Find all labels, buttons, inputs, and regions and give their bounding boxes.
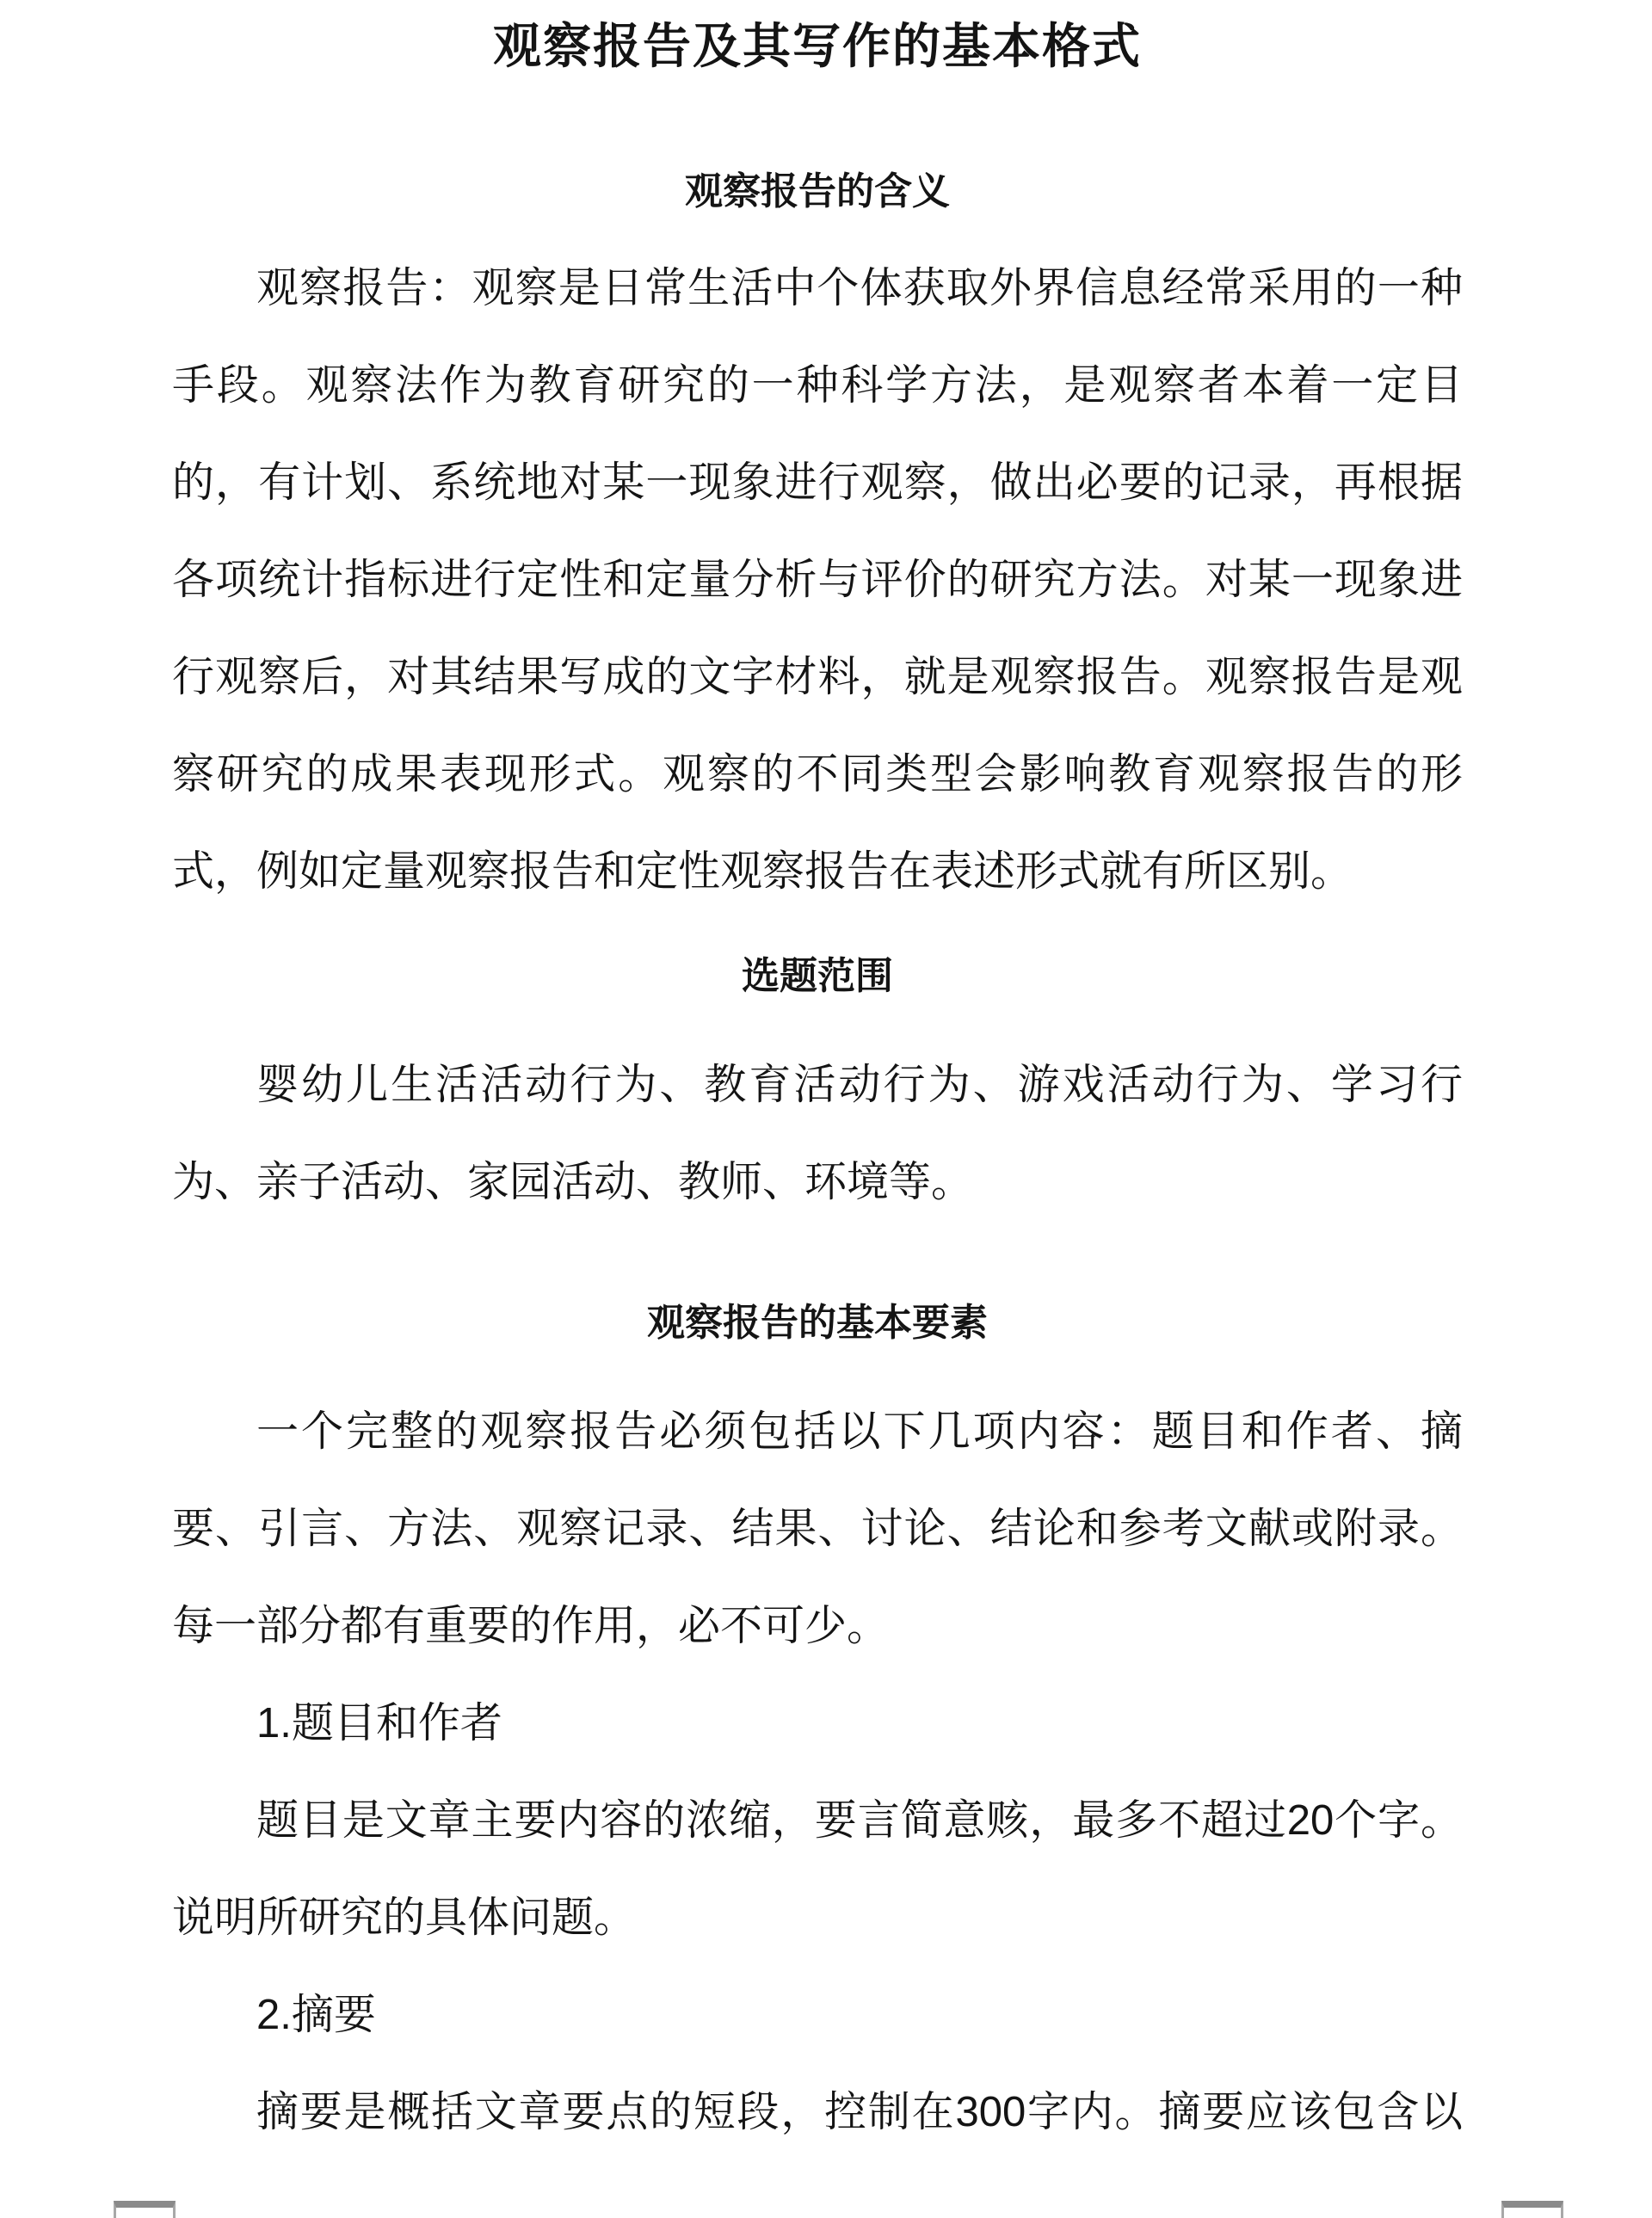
- text-line: 行观察后，对其结果写成的文字材料，就是观察报告。观察报告是观: [172, 654, 1463, 700]
- section-heading-elements: 观察报告的基本要素: [647, 1302, 988, 1344]
- text-line: 每一部分都有重要的作用，必不可少。: [172, 1603, 890, 1649]
- list-item-label: 2.摘要: [256, 1992, 376, 2038]
- list-item-label: 1.题目和作者: [256, 1700, 502, 1747]
- text-line: 手段。观察法作为教育研究的一种科学方法，是观察者本着一定目: [172, 362, 1463, 409]
- next-page-image-corner-right: [1501, 2201, 1563, 2218]
- text-line: 式，例如定量观察报告和定性观察报告在表述形式就有所区别。: [172, 848, 1353, 895]
- text-line: 观察报告：观察是日常生活中个体获取外界信息经常采用的一种: [256, 265, 1463, 311]
- paragraph-elements-intro: [172, 1383, 1463, 1675]
- doc-title: 观察报告及其写作的基本格式: [493, 19, 1142, 73]
- paragraph-scope: [172, 1037, 1463, 1231]
- text-line: 婴幼儿生活活动行为、教育活动行为、游戏活动行为、学习行: [256, 1062, 1463, 1108]
- text-line: 各项统计指标进行定性和定量分析与评价的研究方法。对某一现象进: [172, 557, 1463, 603]
- section-heading-scope: 选题范围: [742, 955, 893, 997]
- list-item-2-abstract: [172, 1967, 1463, 2064]
- list-item-1-title-author: [172, 1675, 1463, 1772]
- text-line: 题目是文章主要内容的浓缩，要言简意赅，最多不超过20个字。: [256, 1797, 1463, 1844]
- text-line: 摘要是概括文章要点的短段，控制在300字内。摘要应该包含以: [256, 2089, 1463, 2135]
- section-heading-meaning: 观察报告的含义: [685, 170, 950, 213]
- next-page-image-corner-left: [114, 2201, 176, 2218]
- document-page: [0, 15, 1652, 2218]
- text-line: 要、引言、方法、观察记录、结果、讨论、结论和参考文献或附录。: [172, 1506, 1463, 1552]
- text-line: 察研究的成果表现形式。观察的不同类型会影响教育观察报告的形: [172, 751, 1463, 798]
- paragraph-title-rule: [172, 1772, 1463, 1967]
- text-line: 为、亲子活动、家园活动、教师、环境等。: [172, 1159, 974, 1205]
- text-line: 一个完整的观察报告必须包括以下几项内容：题目和作者、摘: [256, 1408, 1463, 1455]
- text-line: 说明所研究的具体问题。: [172, 1895, 637, 1941]
- paragraph-meaning: [172, 240, 1463, 921]
- text-line: 的，有计划、系统地对某一现象进行观察，做出必要的记录，再根据: [172, 459, 1463, 506]
- paragraph-abstract-rule: [172, 2064, 1463, 2161]
